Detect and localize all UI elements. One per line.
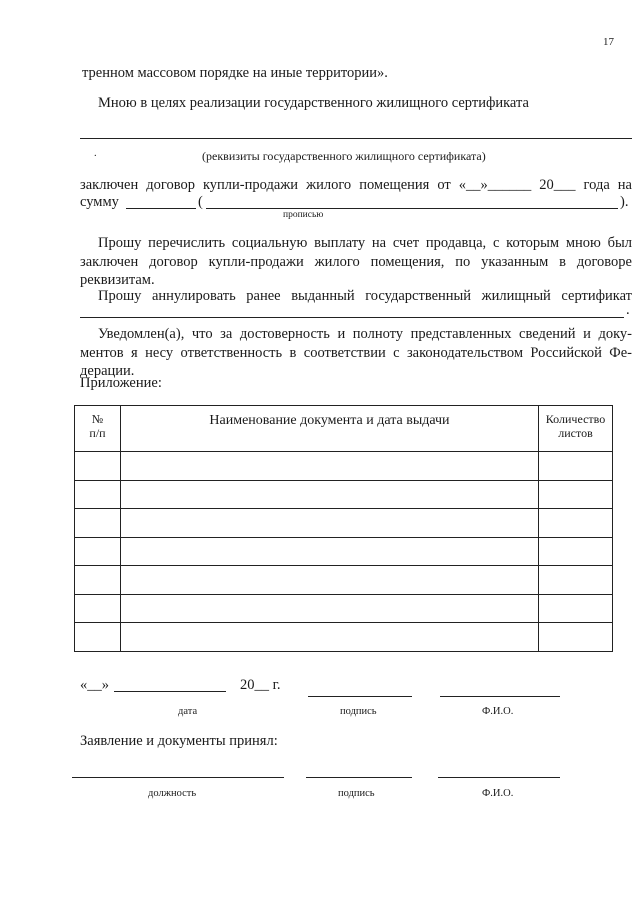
col-header-number: № п/п: [75, 406, 121, 452]
table-header-row: [75, 406, 613, 452]
sum-label: сумму: [80, 194, 119, 210]
paragraph-continuation: тренном массовом порядке на иные территории».: [82, 65, 388, 81]
cell-sheet-count[interactable]: [539, 594, 613, 623]
paren-close: ).: [620, 194, 629, 210]
cell-number[interactable]: [75, 566, 121, 595]
table-row: [75, 509, 613, 538]
col-header-document-name: Наименование документа и дата выдачи: [121, 406, 539, 452]
cell-sheet-count[interactable]: [539, 537, 613, 566]
cell-sheet-count[interactable]: [539, 509, 613, 538]
attachments-table: [74, 405, 613, 652]
notice-line1: Уведомлен(а), что за достоверность и полноту представленных сведений и доку-: [98, 326, 632, 342]
certificate-details-line: [80, 138, 632, 139]
cell-sheet-count[interactable]: [539, 452, 613, 481]
request-annul: Прошу аннулировать ранее выданный государственный жилищный сертификат: [98, 288, 632, 304]
caption-position: должность: [148, 788, 197, 799]
caption-certificate-details: (реквизиты государственного жилищного сертификата): [202, 149, 486, 163]
annul-details-line: [80, 317, 624, 318]
page-number: 17: [603, 36, 614, 48]
cell-document-name[interactable]: [121, 623, 539, 652]
cell-sheet-count[interactable]: [539, 566, 613, 595]
cell-number[interactable]: [75, 509, 121, 538]
cell-number[interactable]: [75, 623, 121, 652]
table-row: [75, 452, 613, 481]
annul-period: .: [626, 302, 630, 318]
caption-signature-1: подпись: [340, 706, 377, 717]
table-row: [75, 566, 613, 595]
dot-mark: .: [94, 148, 97, 159]
col-header-sheet-count: Количество листов: [539, 406, 613, 452]
cell-number[interactable]: [75, 537, 121, 566]
accepted-label: Заявление и документы принял:: [80, 733, 278, 749]
cell-number[interactable]: [75, 452, 121, 481]
cell-document-name[interactable]: [121, 509, 539, 538]
request-transfer-line2: заключен договор купли-продажи жилого помещения, по указанным в договоре: [80, 254, 632, 270]
signature-line-1[interactable]: [308, 696, 412, 697]
date-year: 20__ г.: [240, 677, 281, 693]
cell-document-name[interactable]: [121, 452, 539, 481]
caption-fio-1: Ф.И.О.: [482, 706, 514, 717]
table-row: [75, 480, 613, 509]
cell-number[interactable]: [75, 480, 121, 509]
paren-open: (: [198, 194, 203, 210]
cell-document-name[interactable]: [121, 537, 539, 566]
date-month-line[interactable]: [114, 691, 226, 692]
caption-in-words: прописью: [283, 210, 324, 220]
notice-line3: дерации.: [80, 363, 135, 379]
caption-fio-2: Ф.И.О.: [482, 788, 514, 799]
table-row: [75, 623, 613, 652]
date-day-field: «__»: [80, 677, 109, 693]
fio-line-2[interactable]: [438, 777, 560, 778]
position-line[interactable]: [72, 777, 284, 778]
signature-line-2[interactable]: [306, 777, 412, 778]
request-transfer-line3: реквизитам.: [80, 272, 155, 288]
cell-sheet-count[interactable]: [539, 480, 613, 509]
cell-document-name[interactable]: [121, 594, 539, 623]
fio-line-1[interactable]: [440, 696, 560, 697]
contract-line: заключен договор купли-продажи жилого помещения от «__»______ 20___ года на: [80, 177, 632, 193]
sum-amount-line: [126, 208, 196, 209]
paragraph-certificate-intro: Мною в целях реализации государственного жилищного сертификата: [98, 95, 529, 111]
request-transfer-line1: Прошу перечислить социальную выплату на счет продавца, с которым мною был: [98, 235, 632, 251]
cell-sheet-count[interactable]: [539, 623, 613, 652]
caption-date: дата: [178, 706, 198, 717]
caption-signature-2: подпись: [338, 788, 375, 799]
cell-document-name[interactable]: [121, 480, 539, 509]
notice-line2: ментов я несу ответственность в соответствии с законодательством Российской Фе-: [80, 345, 632, 361]
cell-number[interactable]: [75, 594, 121, 623]
sum-words-line: [206, 208, 618, 209]
table-row: [75, 537, 613, 566]
cell-document-name[interactable]: [121, 566, 539, 595]
attachment-label: Приложение:: [80, 375, 162, 391]
table-row: [75, 594, 613, 623]
